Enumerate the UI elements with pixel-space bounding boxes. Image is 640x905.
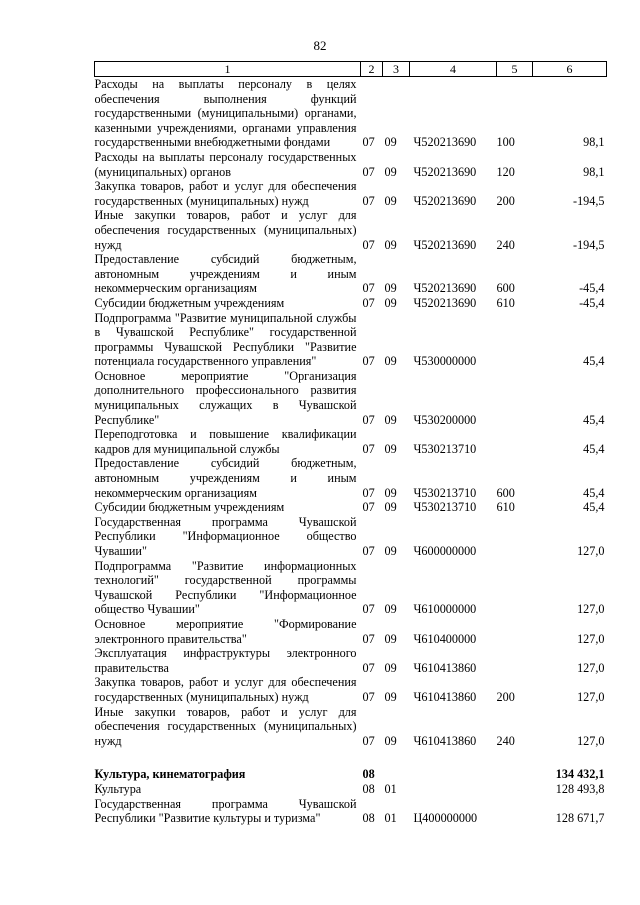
- table-row: [95, 705, 607, 749]
- section-code-cell: 07: [362, 441, 375, 456]
- table-row: [95, 179, 607, 208]
- row-name-cell: Закупка товаров, работ и услуг для обеспечения государственных (муниципальных) нужд: [94, 179, 357, 208]
- expense-type-cell: [497, 427, 533, 456]
- target-article-cell: Ч520213690: [413, 281, 477, 296]
- expense-type-cell: [497, 797, 533, 826]
- row-name-cell: Культура: [94, 781, 142, 796]
- row-name-cell: Субсидии бюджетным учреждениям: [94, 295, 285, 310]
- amount-cell: 98,1: [583, 135, 605, 150]
- amount-cell: 45,4: [583, 412, 605, 427]
- section-code-cell: 07: [362, 631, 375, 646]
- subsection-code-cell: 09: [384, 354, 397, 369]
- target-article-cell: Ч530000000: [413, 354, 477, 369]
- target-article-cell: Ч520213690: [413, 237, 477, 252]
- target-article-cell: Ч530213710: [413, 441, 477, 456]
- table-row: [95, 646, 607, 675]
- subsection-code-cell: 09: [384, 193, 397, 208]
- row-name-cell: Иные закупки товаров, работ и услуг для обеспечения государственных (муниципальных) нужд: [94, 208, 357, 252]
- amount-cell: 127,0: [577, 660, 605, 675]
- expense-type-cell: [497, 369, 533, 427]
- section-code-cell: 07: [362, 135, 375, 150]
- subsection-code-cell: 09: [384, 281, 397, 296]
- row-name-cell: Основное мероприятие "Формирование электронного правительства": [94, 616, 357, 646]
- target-article-cell: Ч610413860: [413, 660, 477, 675]
- row-name-cell: Расходы на выплаты персоналу государственных (муниципальных) органов: [94, 149, 357, 179]
- expense-type-cell: [497, 559, 533, 617]
- amount-cell: -45,4: [579, 295, 605, 310]
- subsection-code-cell: 01: [384, 811, 397, 826]
- target-article-cell: Ц400000000: [413, 811, 478, 826]
- table-row: [95, 208, 607, 252]
- subsection-code-cell: 09: [384, 135, 397, 150]
- header-cell: 1: [95, 62, 361, 77]
- row-name-cell: Государственная программа Чувашской Республики "Информационное общество Чувашии": [94, 514, 357, 558]
- section-code-cell: 08: [362, 767, 375, 782]
- section-code-cell: 07: [362, 295, 375, 310]
- target-article-cell: [410, 782, 497, 797]
- subsection-code-cell: 09: [384, 689, 397, 704]
- section-code-cell: 07: [362, 544, 375, 558]
- section-code-cell: 08: [362, 781, 375, 796]
- table-row: [95, 559, 607, 617]
- expense-type-cell: 120: [496, 164, 515, 179]
- header-cell: 4: [410, 62, 497, 77]
- expense-type-cell: 610: [496, 295, 515, 310]
- expense-type-cell: 610: [496, 500, 515, 515]
- section-code-cell: 07: [362, 602, 375, 617]
- table-row: [95, 296, 607, 311]
- expense-type-cell: [497, 515, 533, 559]
- expense-type-cell: [497, 617, 533, 646]
- amount-cell: -45,4: [579, 281, 605, 296]
- amount-cell: 127,0: [577, 544, 605, 558]
- target-article-cell: Ч530200000: [413, 412, 477, 427]
- table-row: [95, 515, 607, 559]
- table-row: [95, 782, 607, 797]
- subsection-code-cell: 01: [384, 781, 397, 796]
- amount-cell: 98,1: [583, 164, 605, 179]
- row-name-cell: Основное мероприятие "Организация дополнительного профессионального развития муниципальных служащих в Чувашской Республике": [94, 368, 357, 427]
- table-row: [95, 456, 607, 500]
- header-cell: 6: [533, 62, 607, 77]
- amount-cell: 127,0: [577, 689, 605, 704]
- subsection-code-cell: [383, 748, 410, 782]
- subsection-code-cell: 09: [384, 295, 397, 310]
- budget-table: [94, 61, 607, 826]
- row-name-cell: Иные закупки товаров, работ и услуг для обеспечения государственных (муниципальных) нужд: [94, 704, 357, 748]
- subsection-code-cell: 09: [384, 544, 397, 558]
- table-row: [95, 748, 607, 782]
- section-code-cell: 07: [362, 237, 375, 252]
- table-row: [95, 675, 607, 704]
- amount-cell: 127,0: [577, 733, 605, 748]
- section-code-cell: 07: [362, 193, 375, 208]
- target-article-cell: Ч610000000: [413, 602, 477, 617]
- row-name-cell: Эксплуатация инфраструктуры электронного правительства: [94, 646, 357, 675]
- row-name-cell: Предоставление субсидий бюджетным, автономным учреждениям и иным некоммерческим организациям: [94, 252, 357, 296]
- subsection-code-cell: 09: [384, 602, 397, 617]
- subsection-code-cell: 09: [384, 631, 397, 646]
- target-article-cell: Ч520213690: [413, 135, 477, 150]
- subsection-code-cell: 09: [384, 237, 397, 252]
- amount-cell: 127,0: [577, 631, 605, 646]
- target-article-cell: Ч520213690: [413, 164, 477, 179]
- target-article-cell: Ч520213690: [413, 295, 477, 310]
- expense-type-cell: [497, 748, 533, 782]
- amount-cell: 128 671,7: [555, 811, 605, 826]
- expense-type-cell: 100: [496, 135, 515, 150]
- amount-cell: 127,0: [577, 602, 605, 617]
- row-name-cell: Культура, кинематография: [94, 767, 246, 782]
- row-name-cell: Подпрограмма "Развитие информационных технологий" государственной программы Чувашской Республики "Информационное общество Чувашии": [94, 558, 357, 617]
- section-code-cell: 07: [362, 164, 375, 179]
- header-cell: 2: [361, 62, 383, 77]
- section-code-cell: 07: [362, 733, 375, 748]
- subsection-code-cell: 09: [384, 412, 397, 427]
- table-row: [95, 797, 607, 826]
- expense-type-cell: [497, 311, 533, 369]
- section-code-cell: 07: [362, 485, 375, 500]
- row-name-cell: Субсидии бюджетным учреждениям: [94, 500, 285, 515]
- section-code-cell: 07: [362, 660, 375, 675]
- target-article-cell: [410, 748, 497, 782]
- table-row: [95, 150, 607, 179]
- amount-cell: 45,4: [583, 441, 605, 456]
- target-article-cell: Ч530213710: [413, 485, 477, 500]
- section-code-cell: 07: [362, 281, 375, 296]
- page-number: 82: [313, 38, 327, 53]
- row-name-cell: Расходы на выплаты персоналу в целях обеспечения выполнения функций государственными (муниципальными) органами, казенными учреждениями, органами управления государственными внебюджетными фондами: [94, 77, 357, 150]
- section-code-cell: 07: [362, 689, 375, 704]
- table-row: [95, 369, 607, 427]
- row-name-cell: Предоставление субсидий бюджетным, автономным учреждениям и иным некоммерческим организациям: [94, 456, 357, 500]
- header-cell: 3: [383, 62, 410, 77]
- row-name-cell: Переподготовка и повышение квалификации кадров для муниципальной службы: [94, 427, 357, 456]
- amount-cell: 45,4: [583, 354, 605, 369]
- expense-type-cell: 600: [496, 485, 515, 500]
- expense-type-cell: [497, 646, 533, 675]
- target-article-cell: Ч610400000: [413, 631, 477, 646]
- expense-type-cell: 200: [496, 193, 515, 208]
- row-name-cell: Подпрограмма "Развитие муниципальной службы в Чувашской Республике" государственной программы Чувашской Республики "Развитие потенциала государственного управления": [94, 310, 357, 369]
- section-code-cell: 07: [362, 500, 375, 515]
- subsection-code-cell: 09: [384, 500, 397, 515]
- table-row: [95, 427, 607, 456]
- amount-cell: 128 493,8: [555, 781, 605, 796]
- row-name-cell: Закупка товаров, работ и услуг для обеспечения государственных (муниципальных) нужд: [94, 675, 357, 704]
- subsection-code-cell: 09: [384, 441, 397, 456]
- expense-type-cell: 200: [496, 689, 515, 704]
- expense-type-cell: 240: [496, 237, 515, 252]
- section-code-cell: 07: [362, 412, 375, 427]
- expense-type-cell: 240: [496, 733, 515, 748]
- target-article-cell: Ч520213690: [413, 193, 477, 208]
- table-row: [95, 252, 607, 296]
- table-row: [95, 617, 607, 646]
- section-code-cell: 08: [362, 811, 375, 826]
- subsection-code-cell: 09: [384, 485, 397, 500]
- table-row: [95, 311, 607, 369]
- target-article-cell: Ч610413860: [413, 689, 477, 704]
- row-name-cell: Государственная программа Чувашской Республики "Развитие культуры и туризма": [94, 796, 357, 826]
- target-article-cell: Ч610413860: [413, 733, 477, 748]
- target-article-cell: Ч600000000: [413, 544, 477, 558]
- amount-cell: -194,5: [573, 193, 605, 208]
- subsection-code-cell: 09: [384, 164, 397, 179]
- amount-cell: 45,4: [583, 500, 605, 515]
- table-row: [95, 500, 607, 515]
- amount-cell: -194,5: [573, 237, 605, 252]
- header-cell: 5: [497, 62, 533, 77]
- subsection-code-cell: 09: [384, 660, 397, 675]
- table-header-row: [95, 62, 607, 77]
- amount-cell: 45,4: [583, 485, 605, 500]
- section-code-cell: 07: [362, 354, 375, 369]
- table-row: [95, 77, 607, 150]
- expense-type-cell: 600: [496, 281, 515, 296]
- expense-type-cell: [497, 782, 533, 797]
- subsection-code-cell: 09: [384, 733, 397, 748]
- target-article-cell: Ч530213710: [413, 500, 477, 515]
- amount-cell: 134 432,1: [555, 767, 605, 782]
